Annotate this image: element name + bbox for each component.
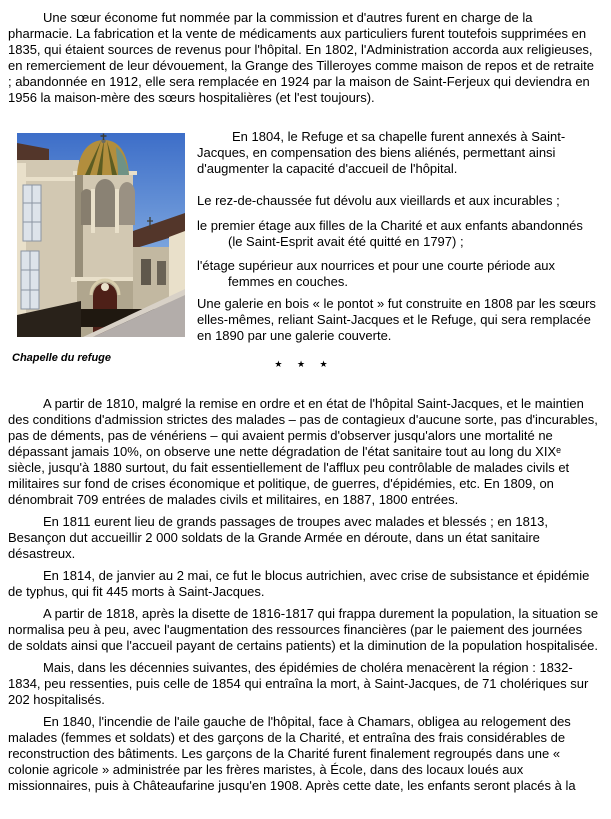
body-paragraph-1811: En 1811 eurent lieu de grands passages de troupes avec malades et blessés ; en 1813, Besançon dut accueillir 2 000 soldats de la Grande Armée en déroute, dans un état sanitaire désastreux. [8,514,548,561]
figure-block [8,133,186,365]
aside-paragraph-5: Une galerie en bois « le pontot » fut construite en 1808 par les sœurs elles-mêmes, reliant Saint-Jacques et le Refuge, qui sera remplacée en 1890 par une galerie couverte. [197,296,596,343]
body-paragraph-1814: En 1814, de janvier au 2 mai, ce fut le blocus autrichien, avec crise de subsistance et épidémie de typhus, qui fit 445 morts à Saint-Jacques. [8,568,590,599]
aside-paragraph-4: l'étage supérieur aux nourrices et pour une courte période aux femmes en couches. [197,258,556,289]
chapel-photo-illustration [17,133,185,337]
body-paragraph-1818: A partir de 1818, après la disette de 1816-1817 qui frappa durement la population, la situation se normalisa peu à peu, avec l'augmentation des ressources financières (par le paiement des journées de soldats ainsi que l'accueil payant de certains patients) et la diminution de la population hospitalisée. [8,606,599,653]
aside-paragraph-3: le premier étage aux filles de la Charité et aux enfants abandonnés (le Saint-Esprit avait été quitté en 1797) ; [197,218,583,249]
section-separator: ★ ★ ★ [274,359,334,369]
figure-caption: Chapelle du refuge [12,352,112,364]
figure-section [8,129,600,365]
aside-paragraph-2: Le rez-de-chaussée fut dévolu aux vieillards et aux incurables ; [197,193,560,208]
body-paragraph-1840: En 1840, l'incendie de l'aile gauche de l'hôpital, face à Chamars, obligea au relogement des malades (femmes et soldats) et des garçons de la Charité, et entraîna des frais considérables de reconstruction des bâtiments. Les garçons de la Charité furent finalement regroupés dans une « colonie agricole » administrée par les frères maristes, à École, dans des locaux loués aux missionnaires, puis à Châteaufarine jusqu'en 1908. Après cette date, les enfants seront placés à la [8,714,576,793]
chapel-photo [17,133,185,337]
body-paragraph-cholera: Mais, dans les décennies suivantes, des épidémies de choléra menacèrent la région : 1832-1834, peu ressenties, puis celle de 1854 qui entraîna la mort, à Saint-Jacques, de 71 cholériques sur 202 hospitalisés. [8,660,589,707]
body-paragraph-1810: A partir de 1810, malgré la remise en ordre et en état de l'hôpital Saint-Jacques, et le maintien des conditions d'admission strictes des malades – pas de contagieux d'aucune sorte, pas d'incurables, pas de déments, pas de vénériens – qui avaient permis d'observer jusqu'alors une mortalité ne dépassant jamais 10%, on observe une nette dégradation de l'état sanitaire tout au long du XIXᵉ siècle, jusqu'à 1880 surtout, du fait essentiellement de l'afflux peu contrôlable de malades civils et militaires sur fond de crises économique et politique, de guerres, d'épidémies, etc. En 1809, on dénombrait 709 entrées de malades civils et militaires, en 1887, 1800 entrées. [8,396,598,507]
aside-paragraph-1: En 1804, le Refuge et sa chapelle furent annexés à Saint-Jacques, en compensation des biens aliénés, permettant ainsi d'augmenter la capacité d'accueil de l'hôpital. [197,129,566,176]
drum-window [95,179,115,227]
figure-side-text [197,129,600,365]
intro-paragraph: Une sœur économe fut nommée par la commission et d'autres furent en charge de la pharmacie. La fabrication et la vente de médicaments aux particuliers furent toutefois supprimées en 1835, qui étaient sources de revenus pour l'hôpital. En 1802, l'Administration accorda aux religieuses, en remerciement de leur dévouement, la Grange des Tilleroyes comme maison de repos et de retraite ; abandonnée en 1912, elle sera remplacée en 1924 par la maison de Saint-Ferjeux qui deviendra en 1956 la maison-mère des sœurs hospitalières (et l'est toujours). [8,10,595,105]
